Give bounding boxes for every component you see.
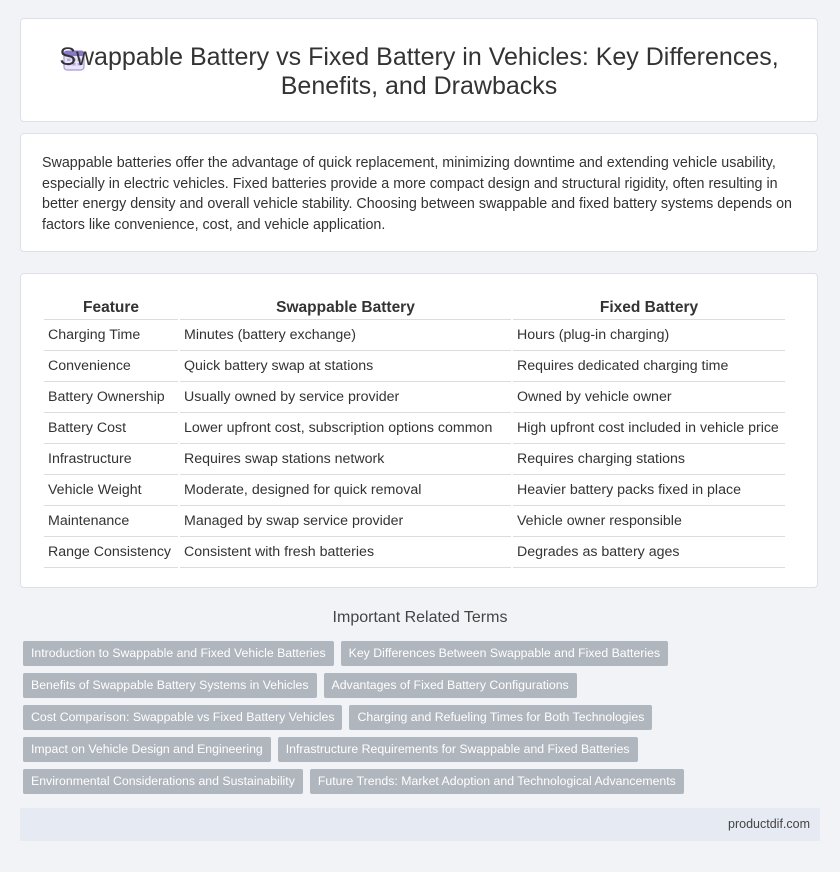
page-title-line-2: Benefits, and Drawbacks [280, 72, 558, 100]
table-row [44, 351, 785, 382]
swappable-cell: Managed by swap service provider [180, 506, 511, 537]
table-row [44, 444, 785, 475]
feature-cell: Infrastructure [44, 444, 178, 475]
tag-row [23, 673, 823, 698]
swappable-cell: Requires swap stations network [180, 444, 511, 475]
related-terms-list [23, 641, 823, 801]
footer [20, 808, 820, 841]
related-term-link[interactable]: Advantages of Fixed Battery Configurations [324, 673, 577, 698]
feature-cell: Battery Cost [44, 413, 178, 444]
swappable-cell: Usually owned by service provider [180, 382, 511, 413]
related-term-link[interactable]: Cost Comparison: Swappable vs Fixed Battery Vehicles [23, 705, 342, 730]
related-terms-title: Important Related Terms [332, 609, 508, 626]
fixed-cell: Vehicle owner responsible [513, 506, 785, 537]
fixed-cell: Owned by vehicle owner [513, 382, 785, 413]
swappable-cell: Lower upfront cost, subscription options common [180, 413, 511, 444]
header-card [20, 18, 818, 122]
header-feature: Feature [44, 297, 178, 320]
footer-site-link[interactable]: productdif.com [728, 817, 810, 831]
swappable-cell: Quick battery swap at stations [180, 351, 511, 382]
tag-row [23, 641, 823, 666]
related-term-link[interactable]: Environmental Considerations and Sustainability [23, 769, 303, 794]
tag-row [23, 737, 823, 762]
related-term-link[interactable]: Charging and Refueling Times for Both Technologies [349, 705, 652, 730]
header-fixed: Fixed Battery [513, 297, 785, 320]
related-term-link[interactable]: Key Differences Between Swappable and Fixed Batteries [341, 641, 668, 666]
feature-cell: Charging Time [44, 320, 178, 351]
feature-cell: Battery Ownership [44, 382, 178, 413]
table-header-row [44, 297, 785, 320]
page-title [21, 43, 817, 101]
related-term-link[interactable]: Benefits of Swappable Battery Systems in Vehicles [23, 673, 317, 698]
related-term-link[interactable]: Introduction to Swappable and Fixed Vehicle Batteries [23, 641, 334, 666]
related-term-link[interactable]: Impact on Vehicle Design and Engineering [23, 737, 271, 762]
swappable-cell: Consistent with fresh batteries [180, 537, 511, 568]
table-row [44, 413, 785, 444]
feature-cell: Vehicle Weight [44, 475, 178, 506]
fixed-cell: Requires dedicated charging time [513, 351, 785, 382]
table-row [44, 320, 785, 351]
comparison-table-card [20, 273, 818, 588]
fixed-cell: Hours (plug-in charging) [513, 320, 785, 351]
feature-cell: Convenience [44, 351, 178, 382]
related-term-link[interactable]: Infrastructure Requirements for Swappable and Fixed Batteries [278, 737, 638, 762]
page-title-line-1: Swappable Battery vs Fixed Battery in Vehicles: Key Differences, [59, 43, 779, 71]
table-row [44, 506, 785, 537]
fixed-cell: Degrades as battery ages [513, 537, 785, 568]
comparison-table [42, 297, 787, 568]
fixed-cell: Heavier battery packs fixed in place [513, 475, 785, 506]
table-row [44, 475, 785, 506]
intro-card [20, 133, 818, 252]
swappable-cell: Moderate, designed for quick removal [180, 475, 511, 506]
tag-row [23, 769, 823, 794]
feature-cell: Range Consistency [44, 537, 178, 568]
tag-row [23, 705, 823, 730]
fixed-cell: High upfront cost included in vehicle price [513, 413, 785, 444]
related-term-link[interactable]: Future Trends: Market Adoption and Technological Advancements [310, 769, 684, 794]
intro-text: Swappable batteries offer the advantage of quick replacement, minimizing downtime and extending vehicle usability, especially in electric vehicles. Fixed batteries provide a more compact design and structural rigidity, often resulting in better energy density and overall vehicle stability. Choosing between swappable and fixed battery systems depends on factors like convenience, cost, and vehicle application. [42, 155, 792, 233]
fixed-cell: Requires charging stations [513, 444, 785, 475]
swappable-cell: Minutes (battery exchange) [180, 320, 511, 351]
table-row [44, 382, 785, 413]
feature-cell: Maintenance [44, 506, 178, 537]
header-swappable: Swappable Battery [180, 297, 511, 320]
table-row [44, 537, 785, 568]
